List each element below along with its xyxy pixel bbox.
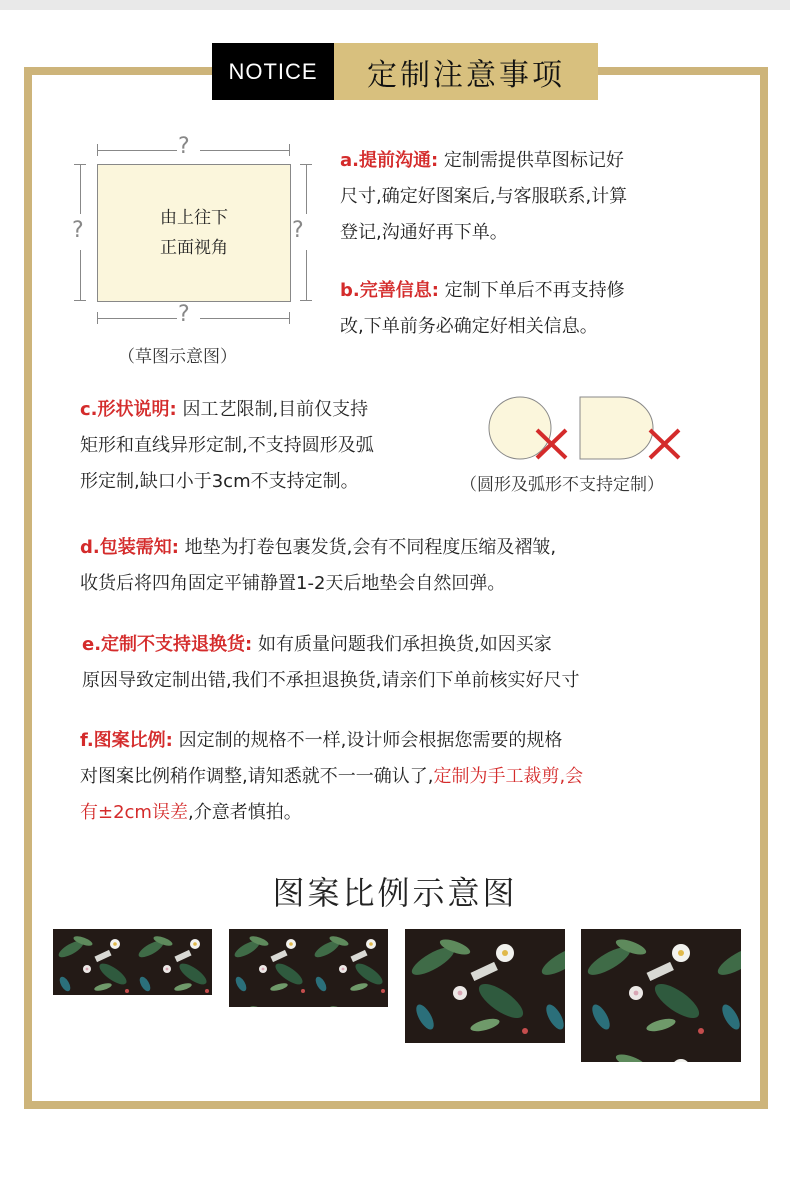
item-e-label: e.定制不支持退换货: <box>82 634 253 655</box>
bottom-line-right <box>200 318 290 319</box>
sketch-line-1: 由上往下 <box>160 208 228 228</box>
item-b <box>340 273 625 345</box>
left-question-mark: ? <box>72 218 84 243</box>
pattern-sample-2 <box>229 929 388 1007</box>
item-d-label: d.包装需知: <box>80 537 179 558</box>
item-c <box>80 392 374 500</box>
pattern-sample-4 <box>581 929 741 1062</box>
top-tick-right <box>289 144 290 156</box>
left-line-bottom <box>80 250 81 300</box>
right-tick-bottom <box>300 300 312 301</box>
sketch-rectangle <box>97 164 291 302</box>
sketch-diagram <box>70 130 320 370</box>
right-question-mark: ? <box>292 218 304 243</box>
sketch-caption: （草图示意图） <box>118 347 237 367</box>
top-line-left <box>97 150 177 151</box>
item-d-line1: 地垫为打卷包裹发货,会有不同程度压缩及褶皱, <box>178 537 557 558</box>
bottom-line-left <box>97 318 177 319</box>
item-e-line2: 原因导致定制出错,我们不承担退换货,请亲们下单前核实好尺寸 <box>82 670 580 691</box>
pattern-sample-2-image <box>229 929 388 1007</box>
unsupported-shapes <box>460 390 710 500</box>
pattern-sample-3 <box>405 929 565 1043</box>
item-f-line2b: 定制为手工裁剪,会 <box>433 766 584 787</box>
bottom-question-mark: ? <box>178 302 190 327</box>
item-f-line1: 因定制的规格不一样,设计师会根据您需要的规格 <box>172 730 563 751</box>
right-line-bottom <box>306 250 307 300</box>
item-e-line1: 如有质量问题我们承担换货,如因买家 <box>252 634 552 655</box>
item-f <box>80 723 583 831</box>
item-b-line1: 定制下单后不再支持修 <box>438 280 625 301</box>
top-question-mark: ? <box>178 134 190 159</box>
item-b-line2: 改,下单前务必确定好相关信息。 <box>340 316 598 337</box>
item-c-line1: 因工艺限制,目前仅支持 <box>176 399 369 420</box>
item-a-label: a.提前沟通: <box>340 150 439 171</box>
sketch-line-2: 正面视角 <box>160 238 228 258</box>
left-line-top <box>80 164 81 214</box>
bottom-tick-right <box>289 312 290 324</box>
top-line-right <box>200 150 290 151</box>
banner-title: 定制注意事项 <box>334 43 598 100</box>
circle-shape <box>489 397 551 459</box>
item-c-line2: 矩形和直线异形定制,不支持圆形及弧 <box>80 435 374 456</box>
item-e <box>82 627 579 699</box>
item-c-label: c.形状说明: <box>80 399 177 420</box>
item-a-line3: 登记,沟通好再下单。 <box>340 222 508 243</box>
pattern-sample-1-image <box>53 929 212 995</box>
pattern-sample-3-image <box>405 929 565 1043</box>
left-tick-bottom <box>74 300 86 301</box>
notice-banner <box>212 43 598 100</box>
item-f-line2a: 对图案比例稍作调整,请知悉就不一一确认了, <box>80 766 434 787</box>
item-f-line3b: ,介意者慎拍。 <box>187 802 302 823</box>
shapes-caption: （圆形及弧形不支持定制） <box>460 475 664 495</box>
right-line-top <box>306 164 307 214</box>
pattern-scale-title: 图案比例示意图 <box>272 874 518 912</box>
pattern-sample-1 <box>53 929 212 995</box>
item-d <box>80 530 556 602</box>
pattern-sample-4-image <box>581 929 741 1062</box>
item-d-line2: 收货后将四角固定平铺静置1-2天后地垫会自然回弹。 <box>80 573 506 594</box>
item-c-line3: 形定制,缺口小于3cm不支持定制。 <box>80 471 359 492</box>
arc-shape <box>580 397 653 459</box>
notice-label: NOTICE <box>212 43 334 100</box>
item-b-label: b.完善信息: <box>340 280 439 301</box>
item-f-label: f.图案比例: <box>80 730 173 751</box>
item-a <box>340 143 627 251</box>
item-a-line1: 定制需提供草图标记好 <box>438 150 624 171</box>
top-strip <box>0 0 790 10</box>
shapes-graphic <box>480 390 710 465</box>
item-a-line2: 尺寸,确定好图案后,与客服联系,计算 <box>340 186 628 207</box>
item-f-line3a: 有±2cm误差 <box>80 802 188 823</box>
